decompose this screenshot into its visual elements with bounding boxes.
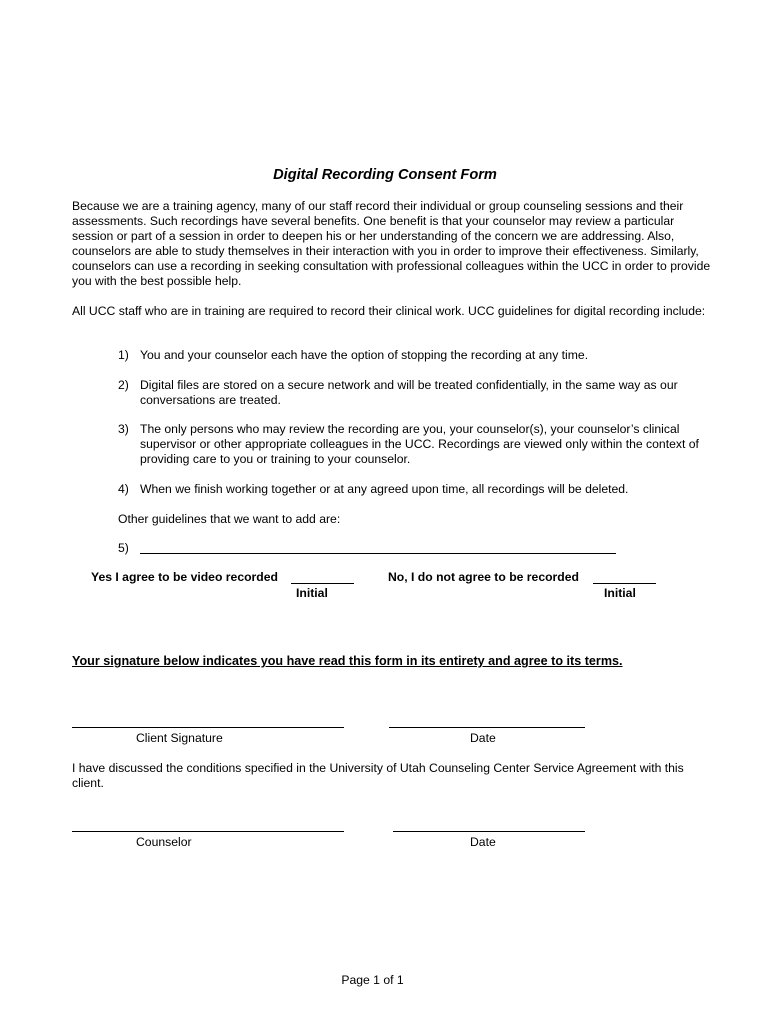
counselor-statement: I have discussed the conditions specified in the University of Utah Counseling Center Service Agreement with this client. (72, 761, 684, 790)
counselor-signature-field[interactable] (72, 831, 344, 832)
guideline-number: 1) (118, 348, 129, 362)
guideline-item-1 (118, 348, 718, 363)
guideline-number: 4) (118, 482, 129, 496)
disagree-initial-field[interactable] (593, 583, 656, 584)
disagree-video-label: No, I do not agree to be recorded (388, 570, 579, 584)
client-date-field[interactable] (389, 727, 585, 728)
guidelines-intro: All UCC staff who are in training are required to record their clinical work. UCC guidelines for digital recording include: (72, 304, 706, 318)
client-signature-field[interactable] (72, 727, 344, 728)
agree-initial-field[interactable] (291, 583, 354, 584)
guideline-item-3 (118, 422, 718, 467)
guideline-number: 2) (118, 378, 129, 392)
counselor-date-label: Date (470, 835, 496, 849)
intro-paragraph: Because we are a training agency, many of our staff record their individual or group counseling sessions and their assessments. Such recordings have several benefits. One benefit is that your counselor may review a particular session or part of a session in order to deepen his or her understanding of the concern we are addressing. Also, counselors are able to study themselves in their interaction with you in order to improve their effectiveness. Similarly, counselors can use a recording in seeking consultation with professional colleagues within the UCC in order to provide you with the best possible help. (72, 199, 711, 288)
signature-notice: Your signature below indicates you have read this form in its entirety and agree to its terms. (72, 654, 623, 668)
page-title: Digital Recording Consent Form (273, 167, 497, 183)
guideline-item-5-number: 5) (118, 541, 129, 555)
guideline-text: Digital files are stored on a secure network and will be treated confidentially, in the same way as our conversations are treated. (140, 378, 678, 407)
guideline-number: 3) (118, 422, 129, 436)
guideline-item-2 (118, 378, 718, 408)
counselor-signature-label: Counselor (136, 835, 192, 849)
guideline-text: You and your counselor each have the option of stopping the recording at any time. (140, 348, 589, 362)
agree-video-label: Yes I agree to be video recorded (91, 570, 278, 584)
counselor-date-field[interactable] (393, 831, 585, 832)
guideline-item-5-field[interactable] (140, 553, 616, 554)
guideline-text: When we finish working together or at any agreed upon time, all recordings will be deleted. (140, 482, 629, 496)
client-date-label: Date (470, 731, 496, 745)
page-number: Page 1 of 1 (341, 973, 404, 987)
agree-initial-label: Initial (296, 586, 328, 600)
guideline-text: The only persons who may review the recording are you, your counselor(s), your counselor’s clinical supervisor or other appropriate colleagues in the UCC. Recordings are viewed only within the context of providing care to you or training to your counselor. (140, 422, 699, 466)
other-guidelines-label: Other guidelines that we want to add are: (118, 512, 341, 526)
client-signature-label: Client Signature (136, 731, 223, 745)
guideline-item-4 (118, 482, 718, 497)
disagree-initial-label: Initial (604, 586, 636, 600)
